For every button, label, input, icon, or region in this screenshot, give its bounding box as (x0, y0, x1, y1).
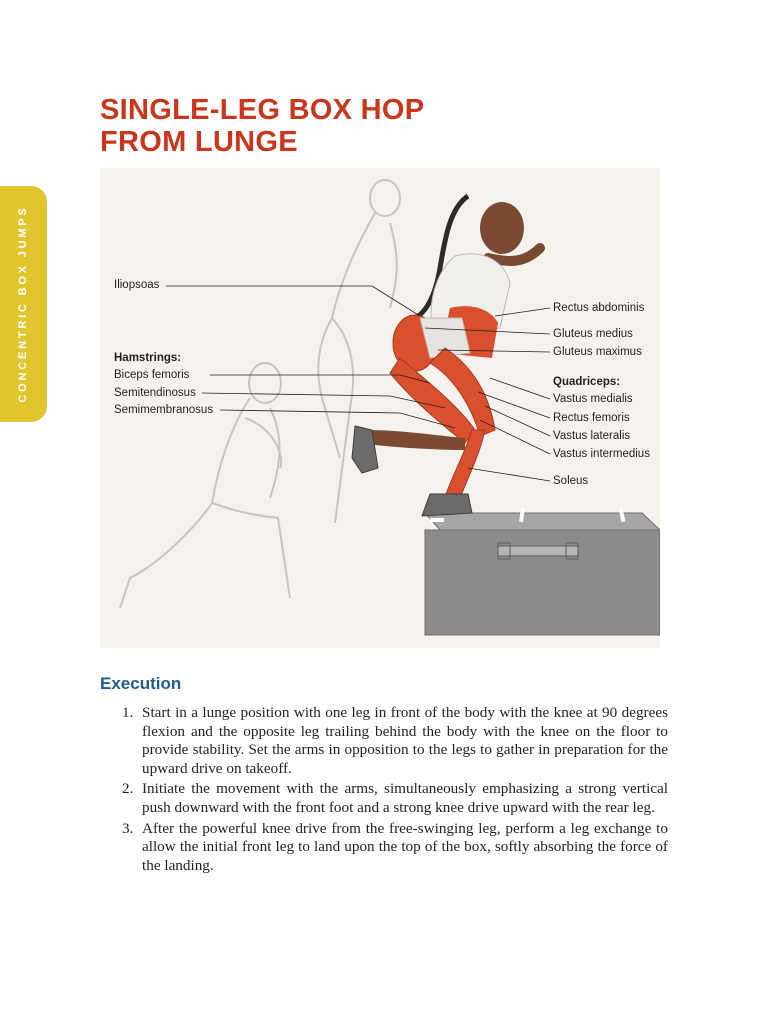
step-number: 1. (122, 704, 134, 721)
step-text: Start in a lunge position with one leg in front of the body with the knee at 90 degrees flexion and the opposite leg trailing behind the body with the knee on the floor to provide stability. Set the arms in opposition to the legs to gather in preparation for the upward drive on takeoff. (142, 704, 668, 777)
label-vastus-intermedius: Vastus intermedius (553, 448, 650, 460)
label-vastus-medialis: Vastus medialis (553, 393, 633, 405)
label-soleus: Soleus (553, 475, 589, 487)
step-text: After the powerful knee drive from the free-swinging leg, perform a leg exchange to allow the initial front leg to land upon the top of the box, softly absorbing the force of the landing. (142, 819, 668, 874)
step-text: Initiate the movement with the arms, simultaneously emphasizing a strong vertical push downward with the front foot and a strong knee drive upward with the rear leg. (142, 780, 668, 816)
label-gluteus-maximus: Gluteus maximus (553, 346, 642, 358)
label-semitendinosus: Semitendinosus (114, 387, 196, 399)
label-gluteus-medius: Gluteus medius (553, 328, 633, 340)
page-title-line-2: FROM LUNGE (100, 126, 298, 158)
label-hamstrings-heading: Hamstrings: (114, 352, 182, 364)
label-vastus-lateralis: Vastus lateralis (553, 430, 631, 442)
execution-heading: Execution (100, 674, 182, 693)
label-rectus-femoris: Rectus femoris (553, 412, 630, 424)
list-item (100, 780, 668, 817)
anatomy-illustration (100, 168, 660, 648)
label-semimembranosus: Semimembranosus (114, 404, 214, 416)
label-iliopsoas: Iliopsoas (114, 279, 160, 291)
page-title-line-1: SINGLE-LEG BOX HOP (100, 94, 425, 126)
list-item (100, 704, 668, 778)
plyo-box (425, 508, 660, 635)
step-number: 3. (122, 819, 134, 837)
page-title (100, 94, 424, 158)
list-item (100, 820, 668, 876)
label-rectus-abdominis: Rectus abdominis (553, 302, 645, 314)
step-number: 2. (122, 780, 134, 798)
label-quadriceps-heading: Quadriceps: (553, 376, 621, 388)
chapter-tab-label: CONCENTRIC BOX JUMPS (17, 205, 29, 403)
execution-steps (100, 704, 668, 877)
label-biceps-femoris: Biceps femoris (114, 369, 190, 381)
